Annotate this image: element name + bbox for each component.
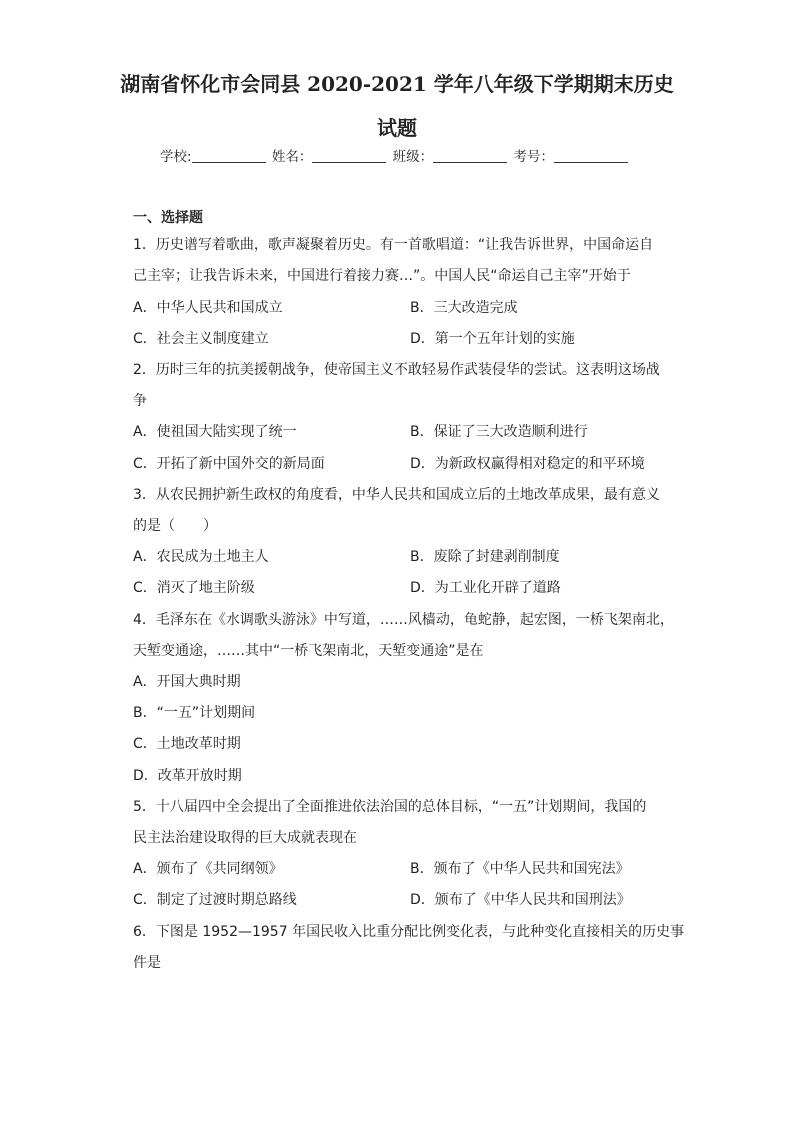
q3-option-c: C．消灭了地主阶级 xyxy=(133,580,255,596)
q4-stem-line1: 4．毛泽东在《水调歌头游泳》中写道，……风樯动，龟蛇静，起宏图，一桥飞架南北， xyxy=(133,612,674,628)
school-blank xyxy=(192,148,266,163)
school-label: 学校: xyxy=(160,149,192,165)
number-label: 考号： xyxy=(513,149,554,165)
q2-option-d: D．为新政权赢得相对稳定的和平环境 xyxy=(410,456,645,472)
q1-option-c: C．社会主义制度建立 xyxy=(133,331,269,347)
q2-stem-line2: 争 xyxy=(133,393,147,409)
q6-stem-line1: 6．下图是 1952—1957 年国民收入比重分配比例变化表，与此种变化直接相关的历史事 xyxy=(133,924,685,940)
q4-stem-line2: 天堑变通途，……其中“一桥飞架南北，天堑变通途”是在 xyxy=(133,643,484,659)
q5-option-d: D．颁布了《中华人民共和国刑法》 xyxy=(410,892,631,908)
q2-option-b: B．保证了三大改造顺利进行 xyxy=(410,424,588,440)
q1-option-a: A．中华人民共和国成立 xyxy=(133,300,283,316)
name-label: 姓名： xyxy=(271,149,313,165)
exam-title-line1: 湖南省怀化市会同县 2020-2021 学年八年级下学期期末历史 xyxy=(120,72,674,96)
exam-title-line2: 试题 xyxy=(377,116,417,140)
q5-option-a: A．颁布了《共同纲领》 xyxy=(133,861,283,877)
q5-stem-line1: 5．十八届四中全会提出了全面推进依法治国的总体目标，“一五”计划期间，我国的 xyxy=(133,799,647,815)
class-label: 班级： xyxy=(392,149,434,165)
q6-stem-line2: 件是 xyxy=(133,955,161,971)
q1-stem-line1: 1．历史谱写着歌曲，歌声凝聚着历史。有一首歌唱道：“让我告诉世界，中国命运自 xyxy=(133,237,654,253)
q3-option-d: D．为工业化开辟了道路 xyxy=(410,580,561,596)
q4-option-b: B．“一五”计划期间 xyxy=(133,705,256,721)
q2-stem-line1: 2．历时三年的抗美援朝战争，使帝国主义不敢轻易作武装侵华的尝试。这表明这场战 xyxy=(133,362,660,378)
q2-option-a: A．使祖国大陆实现了统一 xyxy=(133,424,297,440)
q5-stem-line2: 民主法治建设取得的巨大成就表现在 xyxy=(133,830,357,846)
q4-option-d: D．改革开放时期 xyxy=(133,768,242,784)
q2-option-c: C．开拓了新中国外交的新局面 xyxy=(133,456,325,472)
q3-stem-line1: 3．从农民拥护新生政权的角度看，中华人民共和国成立后的土地改革成果，最有意义 xyxy=(133,487,660,503)
q1-option-d: D．第一个五年计划的实施 xyxy=(410,331,575,347)
section-heading: 一、选择题 xyxy=(133,210,203,226)
name-blank xyxy=(312,148,386,163)
q3-option-b: B．废除了封建剥削制度 xyxy=(410,549,560,565)
q1-option-b: B．三大改造完成 xyxy=(410,300,518,316)
q4-option-a: A．开国大典时期 xyxy=(133,674,241,690)
number-blank xyxy=(554,148,628,163)
class-blank xyxy=(433,148,507,163)
q1-stem-line2: 己主宰；让我告诉未来，中国进行着接力赛…”。中国人民“命运自己主宰”开始于 xyxy=(133,268,631,284)
q5-option-b: B．颁布了《中华人民共和国宪法》 xyxy=(410,861,630,877)
q4-option-c: C．土地改革时期 xyxy=(133,736,241,752)
q3-stem-line2: 的是（ ） xyxy=(133,518,217,534)
q5-option-c: C．制定了过渡时期总路线 xyxy=(133,892,297,908)
q3-option-a: A．农民成为土地主人 xyxy=(133,549,269,565)
student-info-row xyxy=(160,145,630,165)
